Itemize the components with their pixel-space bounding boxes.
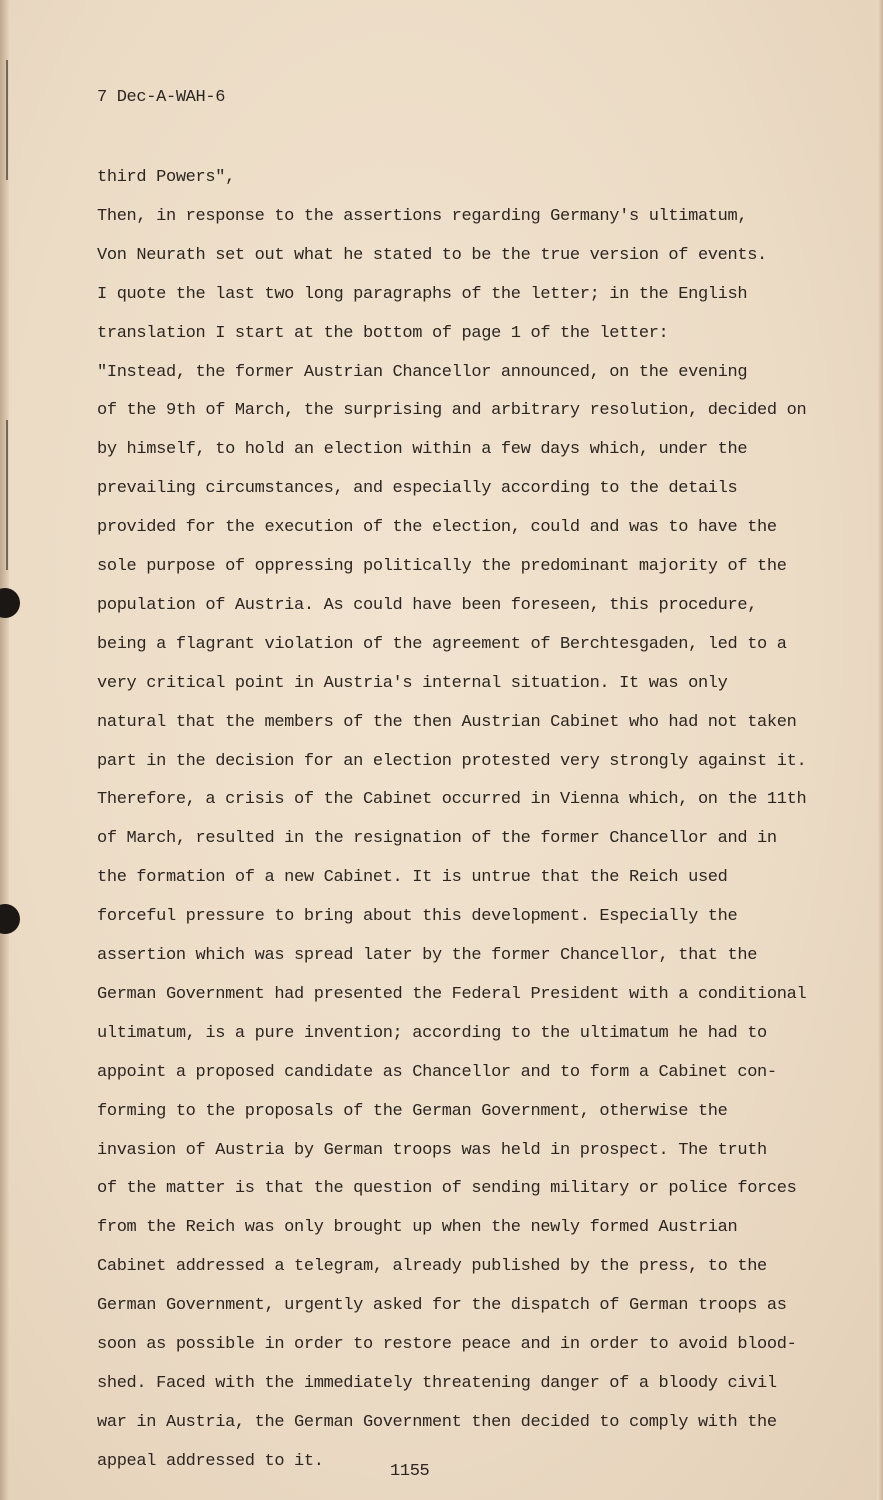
paper-crease <box>6 420 8 570</box>
body-text-line: war in Austria, the German Government then decided to comply with the <box>97 1412 777 1432</box>
paper-crease <box>6 60 8 180</box>
body-text-line: appoint a proposed candidate as Chancellor and to form a Cabinet con- <box>97 1062 777 1082</box>
body-text-line: Cabinet addressed a telegram, already published by the press, to the <box>97 1257 767 1277</box>
body-text-line: forceful pressure to bring about this development. Especially the <box>97 907 738 927</box>
body-text-line: natural that the members of the then Austrian Cabinet who had not taken <box>97 712 797 732</box>
paper-right-edge <box>877 0 883 1500</box>
body-text-line: population of Austria. As could have been foreseen, this procedure, <box>97 595 758 615</box>
body-text-line: third Powers", <box>97 168 235 187</box>
body-text-line: of the matter is that the question of sending military or police forces <box>97 1179 797 1199</box>
body-text-line: from the Reich was only brought up when the newly formed Austrian <box>97 1218 738 1238</box>
body-text-line: translation I start at the bottom of page 1 of the letter: <box>97 323 669 343</box>
body-text-line: Von Neurath set out what he stated to be the true version of events. <box>97 245 767 265</box>
body-text-line: shed. Faced with the immediately threatening danger of a bloody civil <box>97 1373 777 1393</box>
body-text-line: the formation of a new Cabinet. It is untrue that the Reich used <box>97 868 728 888</box>
body-text-line: of March, resulted in the resignation of the former Chancellor and in <box>97 829 777 849</box>
body-text-line: German Government, urgently asked for the dispatch of German troops as <box>97 1296 787 1316</box>
body-text-line: being a flagrant violation of the agreement of Berchtesgaden, led to a <box>97 634 787 654</box>
body-text-line: of the 9th of March, the surprising and arbitrary resolution, decided on <box>97 401 807 421</box>
body-text-line: Then, in response to the assertions regarding Germany's ultimatum, <box>97 206 748 226</box>
body-text-line: forming to the proposals of the German Government, otherwise the <box>97 1101 728 1121</box>
body-text-line: "Instead, the former Austrian Chancellor announced, on the evening <box>97 362 748 382</box>
body-text-line: by himself, to hold an election within a few days which, under the <box>97 440 748 460</box>
body-text-line: soon as possible in order to restore peace and in order to avoid blood- <box>97 1335 797 1354</box>
document-header-code: 7 Dec-A-WAH-6 <box>97 88 226 107</box>
punch-hole-lower <box>0 904 20 934</box>
body-text-line: Therefore, a crisis of the Cabinet occurred in Vienna which, on the 11th <box>97 790 807 810</box>
body-text-line: very critical point in Austria's internal situation. It was only <box>97 673 728 693</box>
body-text-line: invasion of Austria by German troops was held in prospect. The truth <box>97 1140 767 1160</box>
page-number: 1155 <box>390 1462 430 1481</box>
body-text-line: assertion which was spread later by the former Chancellor, that the <box>97 946 758 965</box>
punch-hole-upper <box>0 588 20 618</box>
body-text-line: appeal addressed to it. <box>97 1451 324 1471</box>
body-text-line: German Government had presented the Federal President with a conditional <box>97 984 807 1004</box>
paper-left-edge <box>0 0 9 1500</box>
body-text-line: prevailing circumstances, and especially according to the details <box>97 479 738 499</box>
body-text-line: ultimatum, is a pure invention; according to the ultimatum he had to <box>97 1023 767 1043</box>
body-text-line: I quote the last two long paragraphs of the letter; in the English <box>97 284 748 304</box>
body-text-line: part in the decision for an election protested very strongly against it. <box>97 751 807 771</box>
body-text-line: provided for the execution of the election, could and was to have the <box>97 518 777 538</box>
body-text-line: sole purpose of oppressing politically the predominant majority of the <box>97 557 787 576</box>
